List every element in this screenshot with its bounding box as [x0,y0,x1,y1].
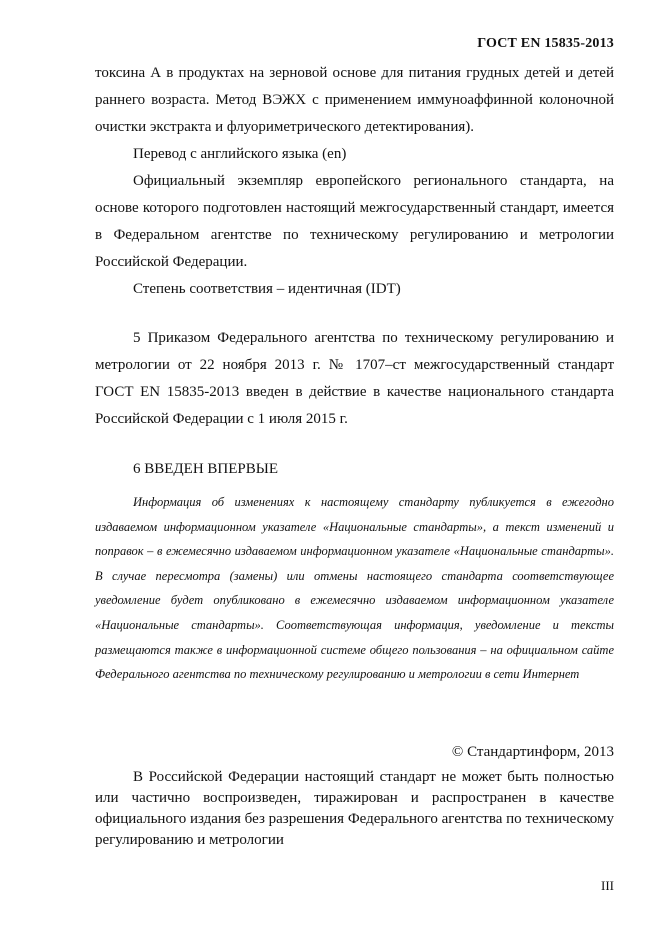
conformity-degree: Степень соответствия – идентичная (IDT) [133,281,401,297]
clause-6-block [95,456,614,483]
clause-5-block [95,325,614,433]
title-continuation-paragraph: токсина А в продуктах на зерновой основе для питания грудных детей и детей раннего возраста. Метод ВЭЖХ с применением иммуноаффинной колоночной очистки экстракта и флуориметрического детектирования). [95,65,614,135]
translation-note: Перевод с английского языка (en) [133,146,347,162]
standard-code-header: ГОСТ EN 15835-2013 [477,36,614,51]
amendments-info-note: Информация об изменениях к настоящему стандарту публикуется в ежегодно издаваемом информационном указателе «Национальные стандарты», а текст изменений и поправок – в ежемесячно издаваемом информационном указателе «Национальные стандарты». В случае пересмотра (замены) или отмены настоящего стандарта соответствующее уведомление будет опубликовано в ежемесячно издаваемом информационном указателе «Национальные стандарты». Соответствующая информация, уведомление и тексты размещаются также в информационной системе общего пользования – на официальном сайте Федерального агентства по техническому регулированию и метрологии в сети Интернет [95,495,614,682]
rights-paragraph: В Российской Федерации настоящий стандарт не может быть полностью или частично воспроизведен, тиражирован и распространен в качестве официального издания без разрешения Федерального агентства по техническому регулированию и метрологии [95,769,614,848]
rights-block [95,767,614,851]
copyright-line: © Стандартинформ, 2013 [451,744,614,760]
page-number: III [601,878,614,893]
clause-6-title: 6 ВВЕДЕН ВПЕРВЫЕ [133,461,278,477]
publication-info-block [95,60,614,303]
official-copy-paragraph: Официальный экземпляр европейского регионального стандарта, на основе которого подготовлен настоящий межгосударственный стандарт, имеется в Федеральном агентстве по техническому регулированию и метрологии Российской Федерации. [95,173,614,270]
clause-5-text: 5 Приказом Федерального агентства по техническому регулированию и метрологии от 22 ноября 2013 г. № 1707–ст межгосударственный стандарт ГОСТ EN 15835-2013 введен в действие в качестве национального стандарта Российской Федерации с 1 июля 2015 г. [95,330,614,427]
